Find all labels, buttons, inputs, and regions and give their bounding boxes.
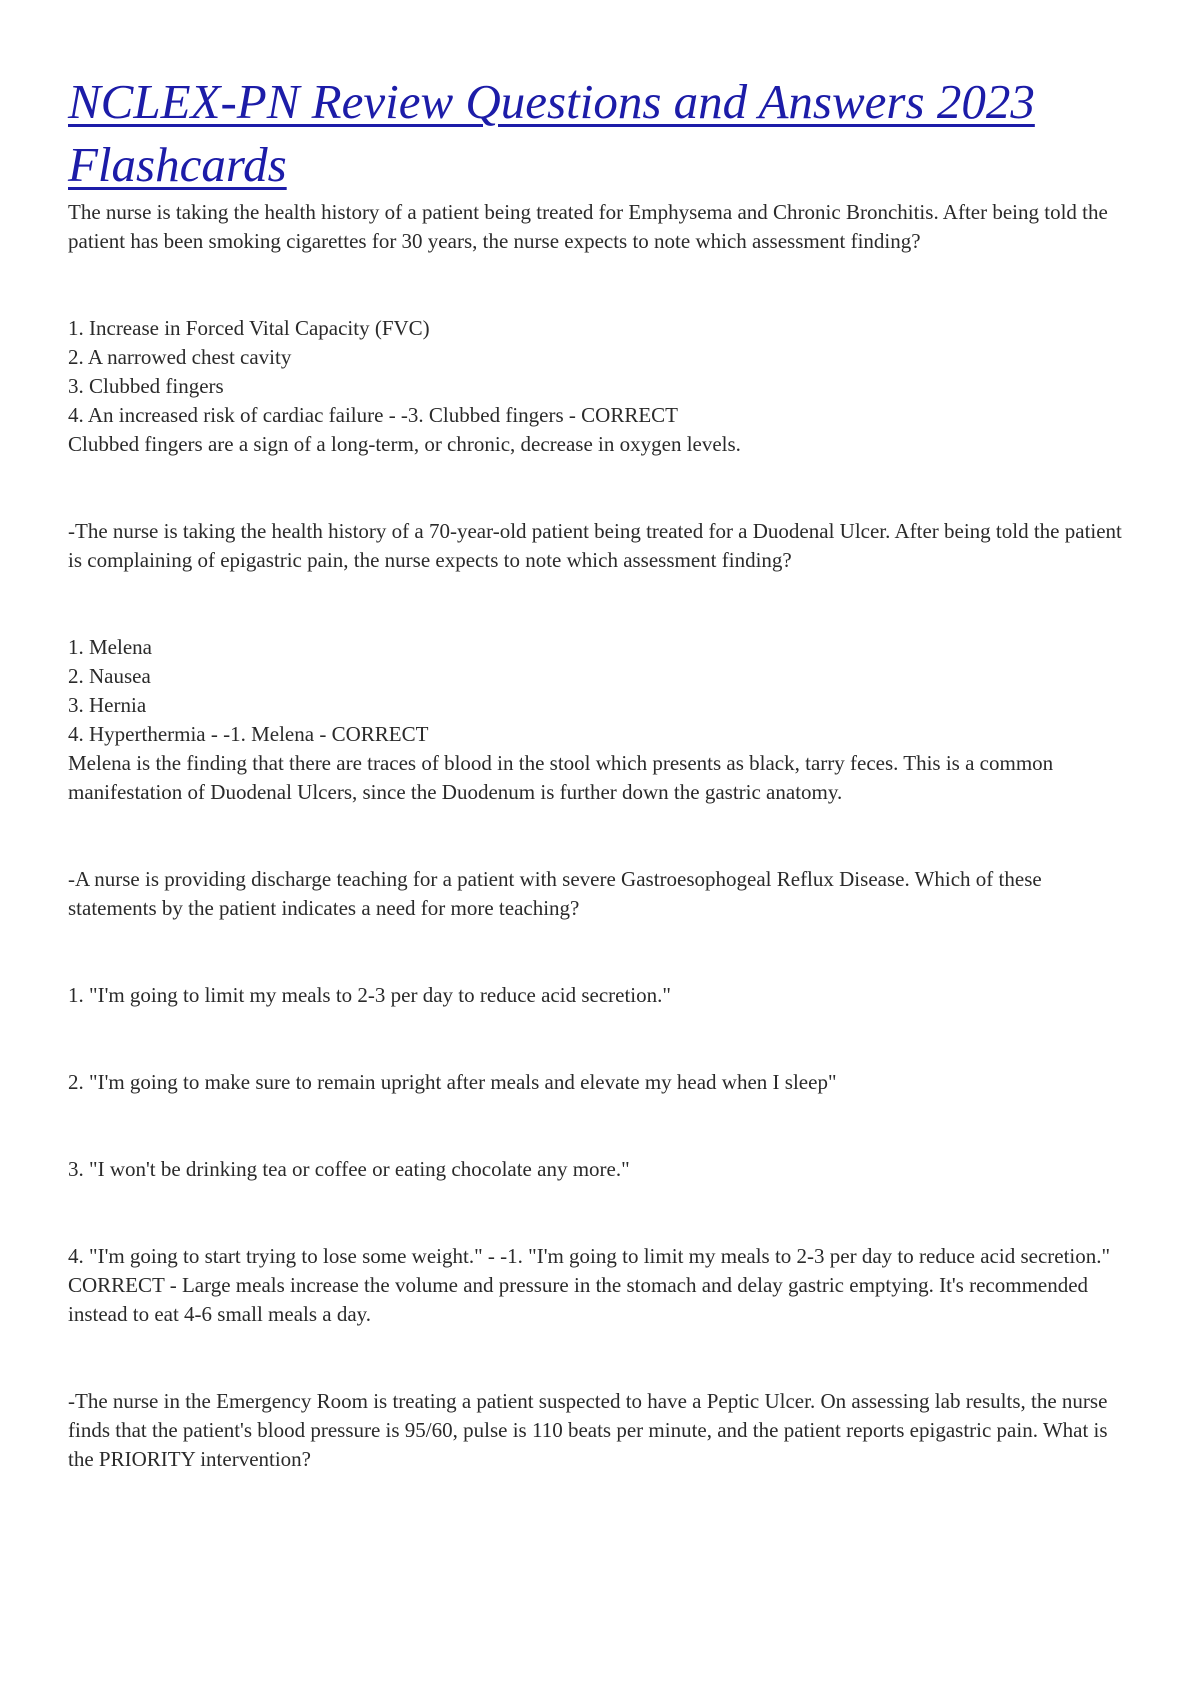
question-1-option-1: 1. Increase in Forced Vital Capacity (FVC): [68, 316, 430, 340]
question-3-option-4-answer: 4. "I'm going to start trying to lose some weight." - -1. "I'm going to limit my meals to 2-3 per day to reduce acid secretion.": [68, 1244, 1111, 1268]
question-1-text: The nurse is taking the health history of a patient being treated for Emphysema and Chronic Bronchitis. After being told the patient has been smoking cigarettes for 30 years, the nurse expects to note which assessment finding?: [68, 200, 1108, 253]
question-1-option-4-answer: 4. An increased risk of cardiac failure - -3. Clubbed fingers - CORRECT: [68, 403, 678, 427]
question-1-rationale: Clubbed fingers are a sign of a long-term, or chronic, decrease in oxygen levels.: [68, 432, 741, 456]
question-2-text: -The nurse is taking the health history of a 70-year-old patient being treated for a Duodenal Ulcer. After being told the patient is complaining of epigastric pain, the nurse expects to note which assessment finding?: [68, 519, 1122, 572]
question-2-rationale: Melena is the finding that there are traces of blood in the stool which presents as black, tarry feces. This is a common manifestation of Duodenal Ulcers, since the Duodenum is further down the gastric anatomy.: [68, 751, 1054, 804]
question-1-option-3: 3. Clubbed fingers: [68, 374, 224, 398]
question-3-option-3: 3. "I won't be drinking tea or coffee or eating chocolate any more.": [68, 1157, 630, 1181]
question-2-option-3: 3. Hernia: [68, 693, 147, 717]
question-1-option-2: 2. A narrowed chest cavity: [68, 345, 292, 369]
title-line-2: Flashcards: [68, 137, 287, 192]
question-3-rationale: CORRECT - Large meals increase the volume and pressure in the stomach and delay gastric emptying. It's recommended instead to eat 4-6 small meals a day.: [68, 1273, 1089, 1326]
question-2-option-4-answer: 4. Hyperthermia - -1. Melena - CORRECT: [68, 722, 429, 746]
document-title: [68, 70, 1131, 196]
question-4-text: -The nurse in the Emergency Room is treating a patient suspected to have a Peptic Ulcer. On assessing lab results, the nurse finds that the patient's blood pressure is 95/60, pulse is 110 beats per minute, and the patient reports epigastric pain. What is the PRIORITY intervention?: [68, 1389, 1108, 1471]
document-body: [68, 198, 1131, 1474]
title-line-1: NCLEX-PN Review Questions and Answers 2023: [68, 74, 1035, 129]
question-3-option-2: 2. "I'm going to make sure to remain upright after meals and elevate my head when I sleep": [68, 1070, 837, 1094]
question-2-option-1: 1. Melena: [68, 635, 152, 659]
question-3-text: -A nurse is providing discharge teaching for a patient with severe Gastroesophogeal Reflux Disease. Which of these statements by the patient indicates a need for more teaching?: [68, 867, 1042, 920]
question-3-option-1: 1. "I'm going to limit my meals to 2-3 per day to reduce acid secretion.": [68, 983, 671, 1007]
question-2-option-2: 2. Nausea: [68, 664, 151, 688]
